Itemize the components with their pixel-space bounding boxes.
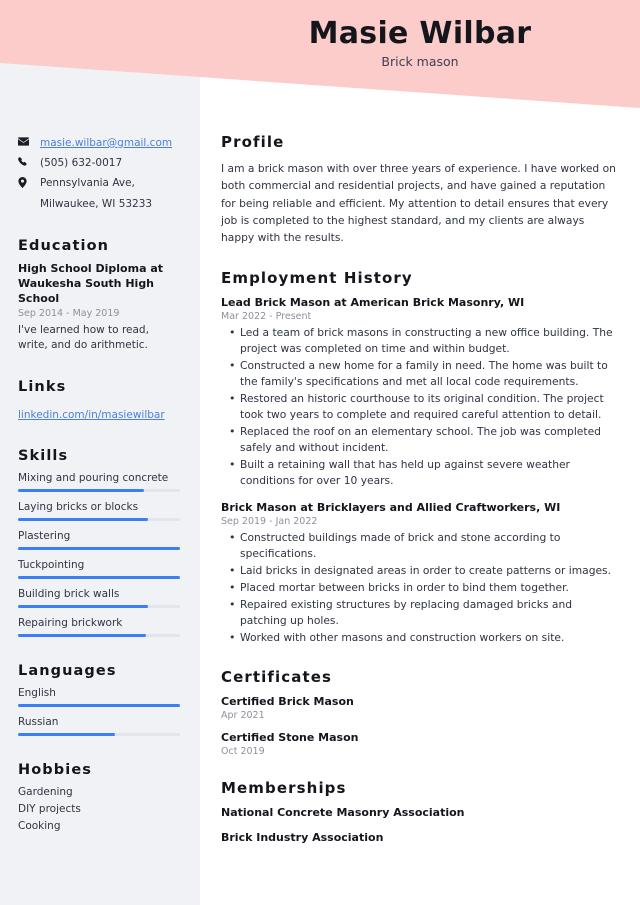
job-bullet: • Built a retaining wall that has held up against severe weather conditions for over 10 years. (221, 457, 618, 489)
header-content (200, 0, 640, 85)
skill-label: Building brick walls (18, 587, 120, 600)
education-item (18, 262, 180, 353)
job-bullet: • Replaced the roof on an elementary school. The job was completed safely and without incident. (221, 424, 618, 456)
job-bullet: • Worked with other masons and construction workers on site. (221, 630, 618, 646)
skill-label: Mixing and pouring concrete (18, 471, 169, 484)
envelope-icon (18, 136, 34, 146)
certificate-item (221, 695, 618, 721)
email-link[interactable]: masie.wilbar@gmail.com (40, 137, 173, 149)
certificate-date: Oct 2019 (221, 746, 265, 758)
skills-list (18, 472, 180, 637)
profile-section (221, 133, 618, 247)
hobby-item: Cooking (18, 819, 61, 832)
skill-bar-track (18, 518, 180, 521)
education-title: High School Diploma at Waukesha South High School (18, 261, 163, 305)
job-bullet: • Restored an historic courthouse to its original condition. The project took two years to complete and required careful attention to detail. (221, 391, 618, 423)
education-date: Sep 2014 - May 2019 (18, 308, 120, 320)
education-heading: Education (18, 237, 110, 254)
skills-heading: Skills (18, 447, 69, 464)
memberships-section (221, 779, 618, 844)
job-bullet: • Placed mortar between bricks in order to bind them together. (221, 580, 618, 596)
page-title: Masie Wilbar (308, 15, 532, 51)
job-bullet: • Repaired existing structures by replacing damaged bricks and patching up holes. (221, 597, 618, 629)
language-label: English (18, 686, 56, 699)
languages-heading: Languages (18, 662, 117, 679)
job-bullet: • Constructed a new home for a family in need. The home was built to the family's specifications and met all local code requirements. (221, 358, 618, 390)
language-label: Russian (18, 715, 59, 728)
job-entry (221, 296, 618, 489)
job-bullets (221, 530, 618, 646)
certificate-item (221, 731, 618, 757)
certificates-section (221, 668, 618, 757)
skill-bar-track (18, 547, 180, 550)
skill-bar-track (18, 576, 180, 579)
skill-item (18, 559, 180, 579)
skill-bar-fill (18, 634, 146, 637)
skill-item (18, 588, 180, 608)
skill-label: Repairing brickwork (18, 616, 123, 629)
job-bullet: • Laid bricks in designated areas in order to create patterns or images. (221, 563, 618, 579)
job-entry (221, 501, 618, 646)
address-line-2: Milwaukee, WI 53233 (40, 197, 153, 210)
contact-address-row (18, 176, 180, 191)
language-item (18, 687, 180, 707)
linkedin-link[interactable]: linkedin.com/in/masiewilbar (18, 408, 165, 421)
skill-bar-track (18, 489, 180, 492)
skill-bar-fill (18, 547, 180, 550)
location-pin-icon (18, 176, 34, 188)
hobby-item: Gardening (18, 785, 73, 798)
hobbies-heading: Hobbies (18, 761, 92, 778)
skill-bar-track (18, 605, 180, 608)
skill-bar-fill (18, 518, 148, 521)
job-date: Sep 2019 - Jan 2022 (221, 516, 318, 528)
skill-item (18, 501, 180, 521)
header-subtitle: Brick mason (381, 53, 459, 69)
phone-value: (505) 632-0017 (40, 157, 123, 170)
contact-email-row[interactable] (18, 136, 180, 151)
sidebar (0, 112, 200, 837)
employment-section (221, 269, 618, 647)
skill-bar-fill (18, 489, 144, 492)
languages-list (18, 687, 180, 736)
skill-item (18, 617, 180, 637)
certificate-name: Certified Stone Mason (221, 731, 359, 745)
address-line-1: Pennsylvania Ave, (40, 177, 135, 190)
skill-label: Laying bricks or blocks (18, 500, 139, 513)
job-title: Lead Brick Mason at American Brick Masonry, WI (221, 295, 525, 309)
links-heading: Links (18, 378, 67, 395)
hobbies-list (18, 786, 180, 832)
language-bar-track (18, 704, 180, 707)
job-bullet: • Led a team of brick masons in constructing a new office building. The project was completed on time and within budget. (221, 325, 618, 357)
job-title: Brick Mason at Bricklayers and Allied Craftworkers, WI (221, 501, 561, 515)
skill-bar-fill (18, 576, 180, 579)
certificate-name: Certified Brick Mason (221, 695, 354, 709)
membership-item: National Concrete Masonry Association (221, 806, 465, 820)
job-bullets (221, 325, 618, 489)
skill-item (18, 530, 180, 550)
contact-phone-row (18, 156, 180, 171)
phone-icon (18, 156, 34, 167)
profile-text: I am a brick mason with over three years of experience. I have worked on both commercial and residential projects, and have gained a reputation for being reliable and efficient. My attention to detail ensures that every job is completed to the highest standard, and my clients are always happy with the results. (221, 162, 616, 245)
skill-label: Tuckpointing (18, 558, 85, 571)
skill-item (18, 472, 180, 492)
education-description: I've learned how to read, write, and do arithmetic. (18, 324, 149, 352)
certificate-date: Apr 2021 (221, 710, 265, 722)
profile-heading: Profile (221, 133, 285, 151)
job-bullet: • Constructed buildings made of brick and stone according to specifications. (221, 530, 618, 562)
hobby-item: DIY projects (18, 802, 81, 815)
skill-bar-fill (18, 605, 148, 608)
certificates-heading: Certificates (221, 668, 333, 687)
language-bar-fill (18, 733, 115, 736)
job-date: Mar 2022 - Present (221, 310, 312, 322)
main-column (200, 112, 640, 866)
language-bar-fill (18, 704, 180, 707)
membership-item: Brick Industry Association (221, 831, 384, 845)
memberships-heading: Memberships (221, 779, 347, 798)
employment-heading: Employment History (221, 268, 413, 287)
skill-bar-track (18, 634, 180, 637)
language-bar-track (18, 733, 180, 736)
skill-label: Plastering (18, 529, 71, 542)
language-item (18, 716, 180, 736)
